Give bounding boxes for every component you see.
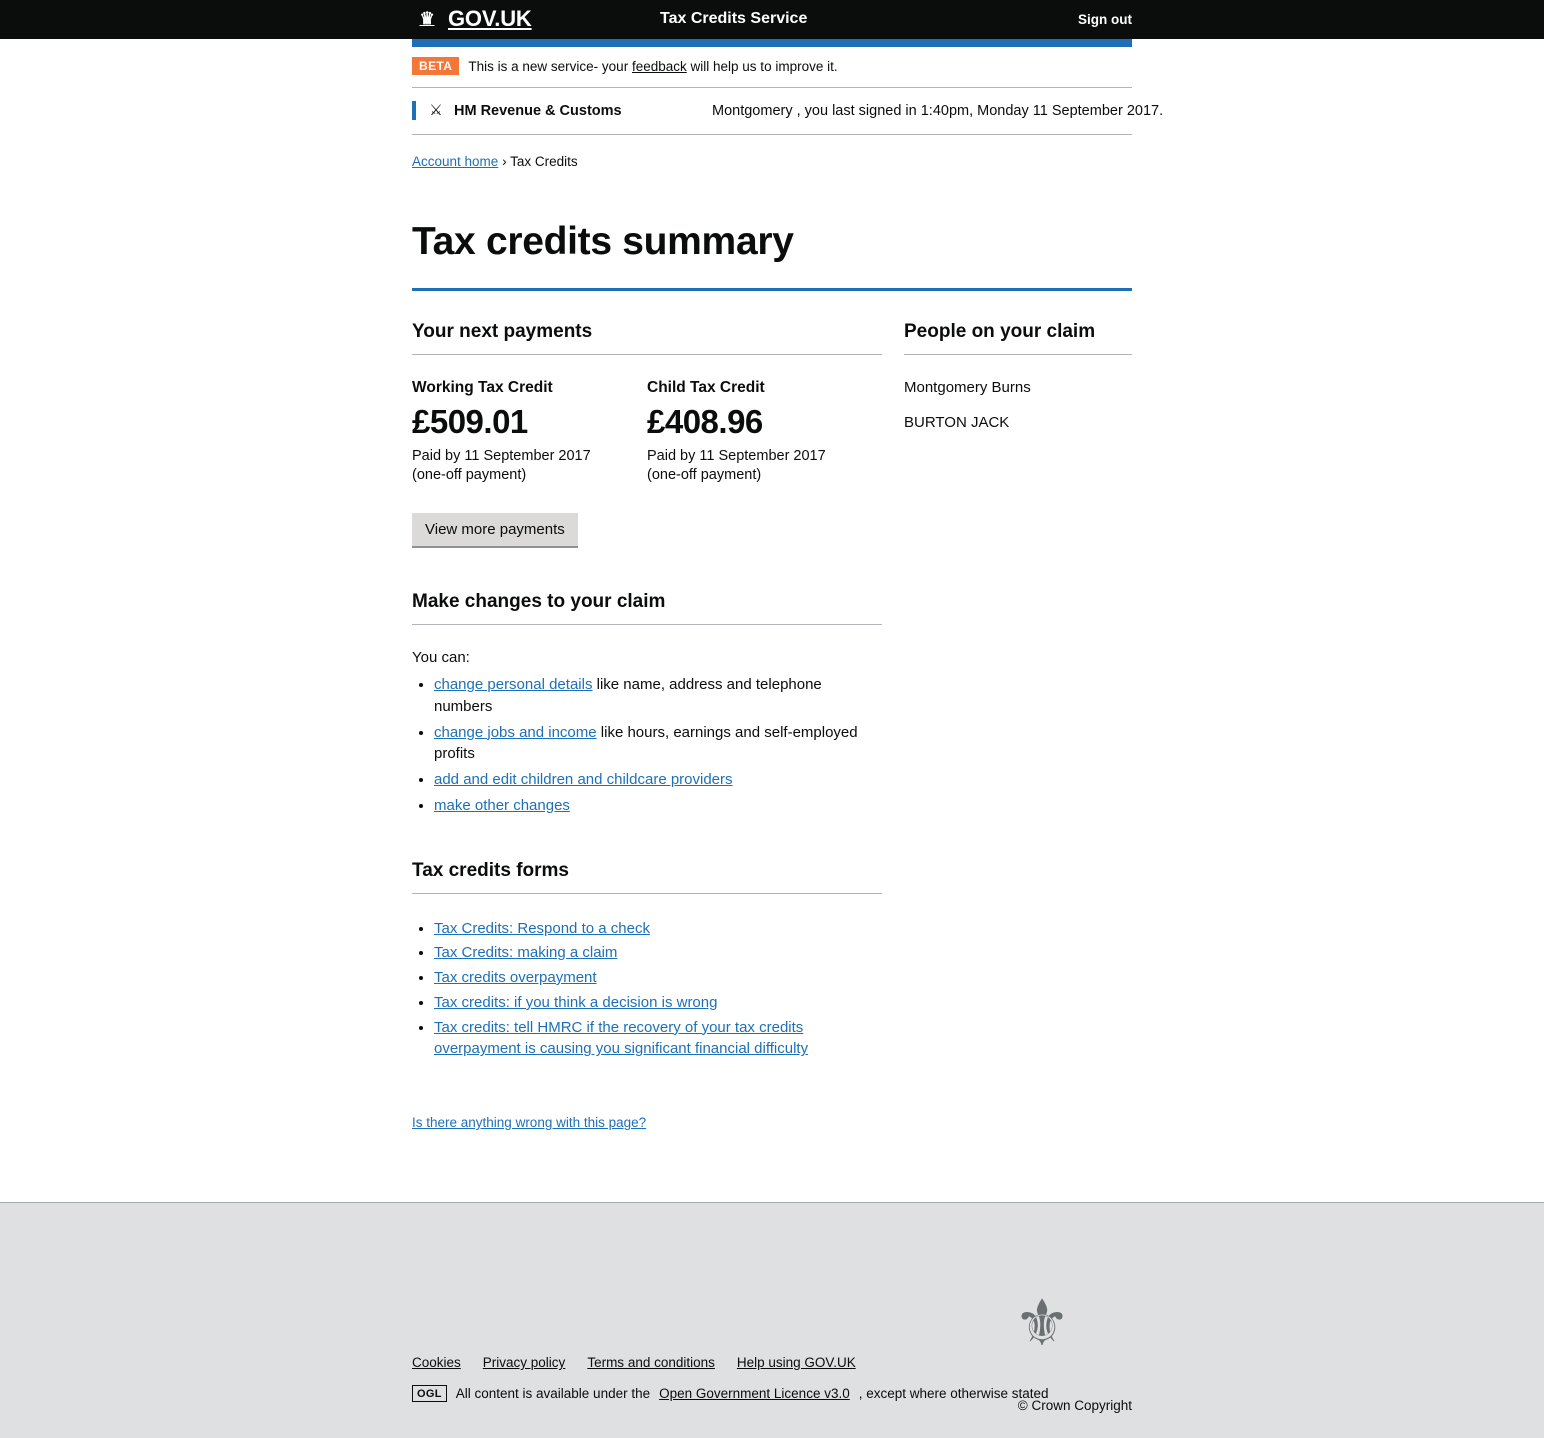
payment-note: (one-off payment) [647,466,762,483]
page-title: Tax credits summary [412,220,794,263]
global-header [0,0,1544,39]
form-link-financial-difficulty[interactable]: Tax credits: tell HMRC if the recovery of your tax credits overpayment is causing you significant financial difficulty [434,1018,809,1058]
footer-link-help-using-govuk[interactable]: Help using GOV.UK [736,1355,856,1371]
list-item [434,992,882,1014]
list-item [434,769,882,791]
govuk-logo-link[interactable] [412,6,532,32]
payment-amount: £509.01 [412,402,528,440]
add-edit-children-link[interactable]: add and edit children and childcare providers [434,771,733,789]
claimant-name: BURTON JACK [904,413,1010,431]
list-item [434,722,882,766]
beta-tag: BETA [412,57,459,75]
payment-paid-by [412,447,647,485]
licence-text-before: All content is available under the [455,1386,651,1402]
footer-link-cookies[interactable]: Cookies [412,1355,461,1371]
breadcrumb-separator: › [502,154,507,169]
changes-list [412,674,882,817]
report-problem-link[interactable]: Is there anything wrong with this page? [412,1115,647,1131]
sidebar-column [904,321,1132,1132]
payments-list [412,379,882,485]
payment-name: Working Tax Credit [412,378,553,396]
payment-paid-by [647,447,882,485]
claimant-name: Montgomery Burns [904,378,1031,396]
hmrc-crest-icon: ⚔ [429,102,443,119]
hmrc-bar [412,88,1164,135]
payment-paid-by-date: Paid by 11 September 2017 [412,447,591,464]
form-link-respond-to-check[interactable]: Tax Credits: Respond to a check [434,919,650,937]
crown-copyright: © Crown Copyright [1017,1398,1132,1414]
footer-links [412,1355,856,1370]
payments-heading: Your next payments [412,320,593,342]
ogl-badge-icon: OGL [412,1385,447,1402]
main-column [412,321,882,1132]
list-item [434,674,882,718]
change-jobs-income-link[interactable]: change jobs and income [434,723,597,741]
phase-text-after: will help us to improve it. [690,58,838,74]
form-link-decision-wrong[interactable]: Tax credits: if you think a decision is wrong [434,993,718,1011]
forms-list [412,918,882,1061]
payment-paid-by-date: Paid by 11 September 2017 [647,447,826,464]
payments-rule [412,354,882,355]
footer-link-terms-and-conditions[interactable]: Terms and conditions [587,1355,715,1371]
service-name: Tax Credits Service [660,10,808,27]
breadcrumb-current: Tax Credits [510,154,578,169]
changes-heading: Make changes to your claim [412,591,666,613]
forms-rule [412,893,882,894]
payment-amount: £408.96 [647,402,763,440]
payment-name: Child Tax Credit [647,378,765,396]
list-item [434,1017,882,1061]
list-item [434,795,882,817]
view-more-payments-button[interactable]: View more payments [412,513,578,549]
phase-text-before: This is a new service- your [468,58,629,74]
royal-crest-icon: ⚜ [1013,1287,1071,1360]
sign-out-link[interactable]: Sign out [1078,12,1132,27]
last-signed-in-text: Montgomery , you last signed in 1:40pm, Monday 11 September 2017. [712,102,1164,119]
breadcrumb-account-home[interactable]: Account home [412,154,499,169]
title-rule [412,288,1132,291]
make-other-changes-link[interactable]: make other changes [434,796,570,814]
payment-card [647,379,882,485]
open-government-licence-link[interactable]: Open Government Licence v3.0 [659,1386,850,1402]
list-item-rest: like name, address and telephone numbers [434,676,822,715]
form-link-making-a-claim[interactable]: Tax Credits: making a claim [434,944,618,962]
footer-link-privacy-policy[interactable]: Privacy policy [482,1355,566,1371]
forms-heading: Tax credits forms [412,859,569,881]
change-personal-details-link[interactable]: change personal details [434,676,593,694]
payment-card [412,379,647,485]
form-link-overpayment[interactable]: Tax credits overpayment [434,969,597,987]
list-item [434,942,882,964]
people-heading: People on your claim [904,320,1096,342]
changes-intro: You can: [412,649,470,667]
breadcrumb [412,135,1132,169]
hmrc-org-name: HM Revenue & Customs [454,102,622,119]
payment-note: (one-off payment) [412,466,527,483]
licence-text-after: , except where otherwise stated [858,1386,1049,1402]
phase-banner [412,47,1132,88]
feedback-link[interactable]: feedback [631,58,687,74]
crown-icon: ♛ [419,9,435,28]
list-item [434,918,882,940]
list-item [434,967,882,989]
changes-rule [412,624,882,625]
header-blue-rule [412,39,1132,47]
govuk-logo-text: GOV.UK [448,6,532,31]
phase-banner-text [468,59,837,74]
list-item-rest: like hours, earnings and self-employed profits [434,723,858,763]
people-rule [904,354,1132,355]
global-footer [0,1202,1544,1438]
ogl-licence-row [412,1385,1049,1402]
